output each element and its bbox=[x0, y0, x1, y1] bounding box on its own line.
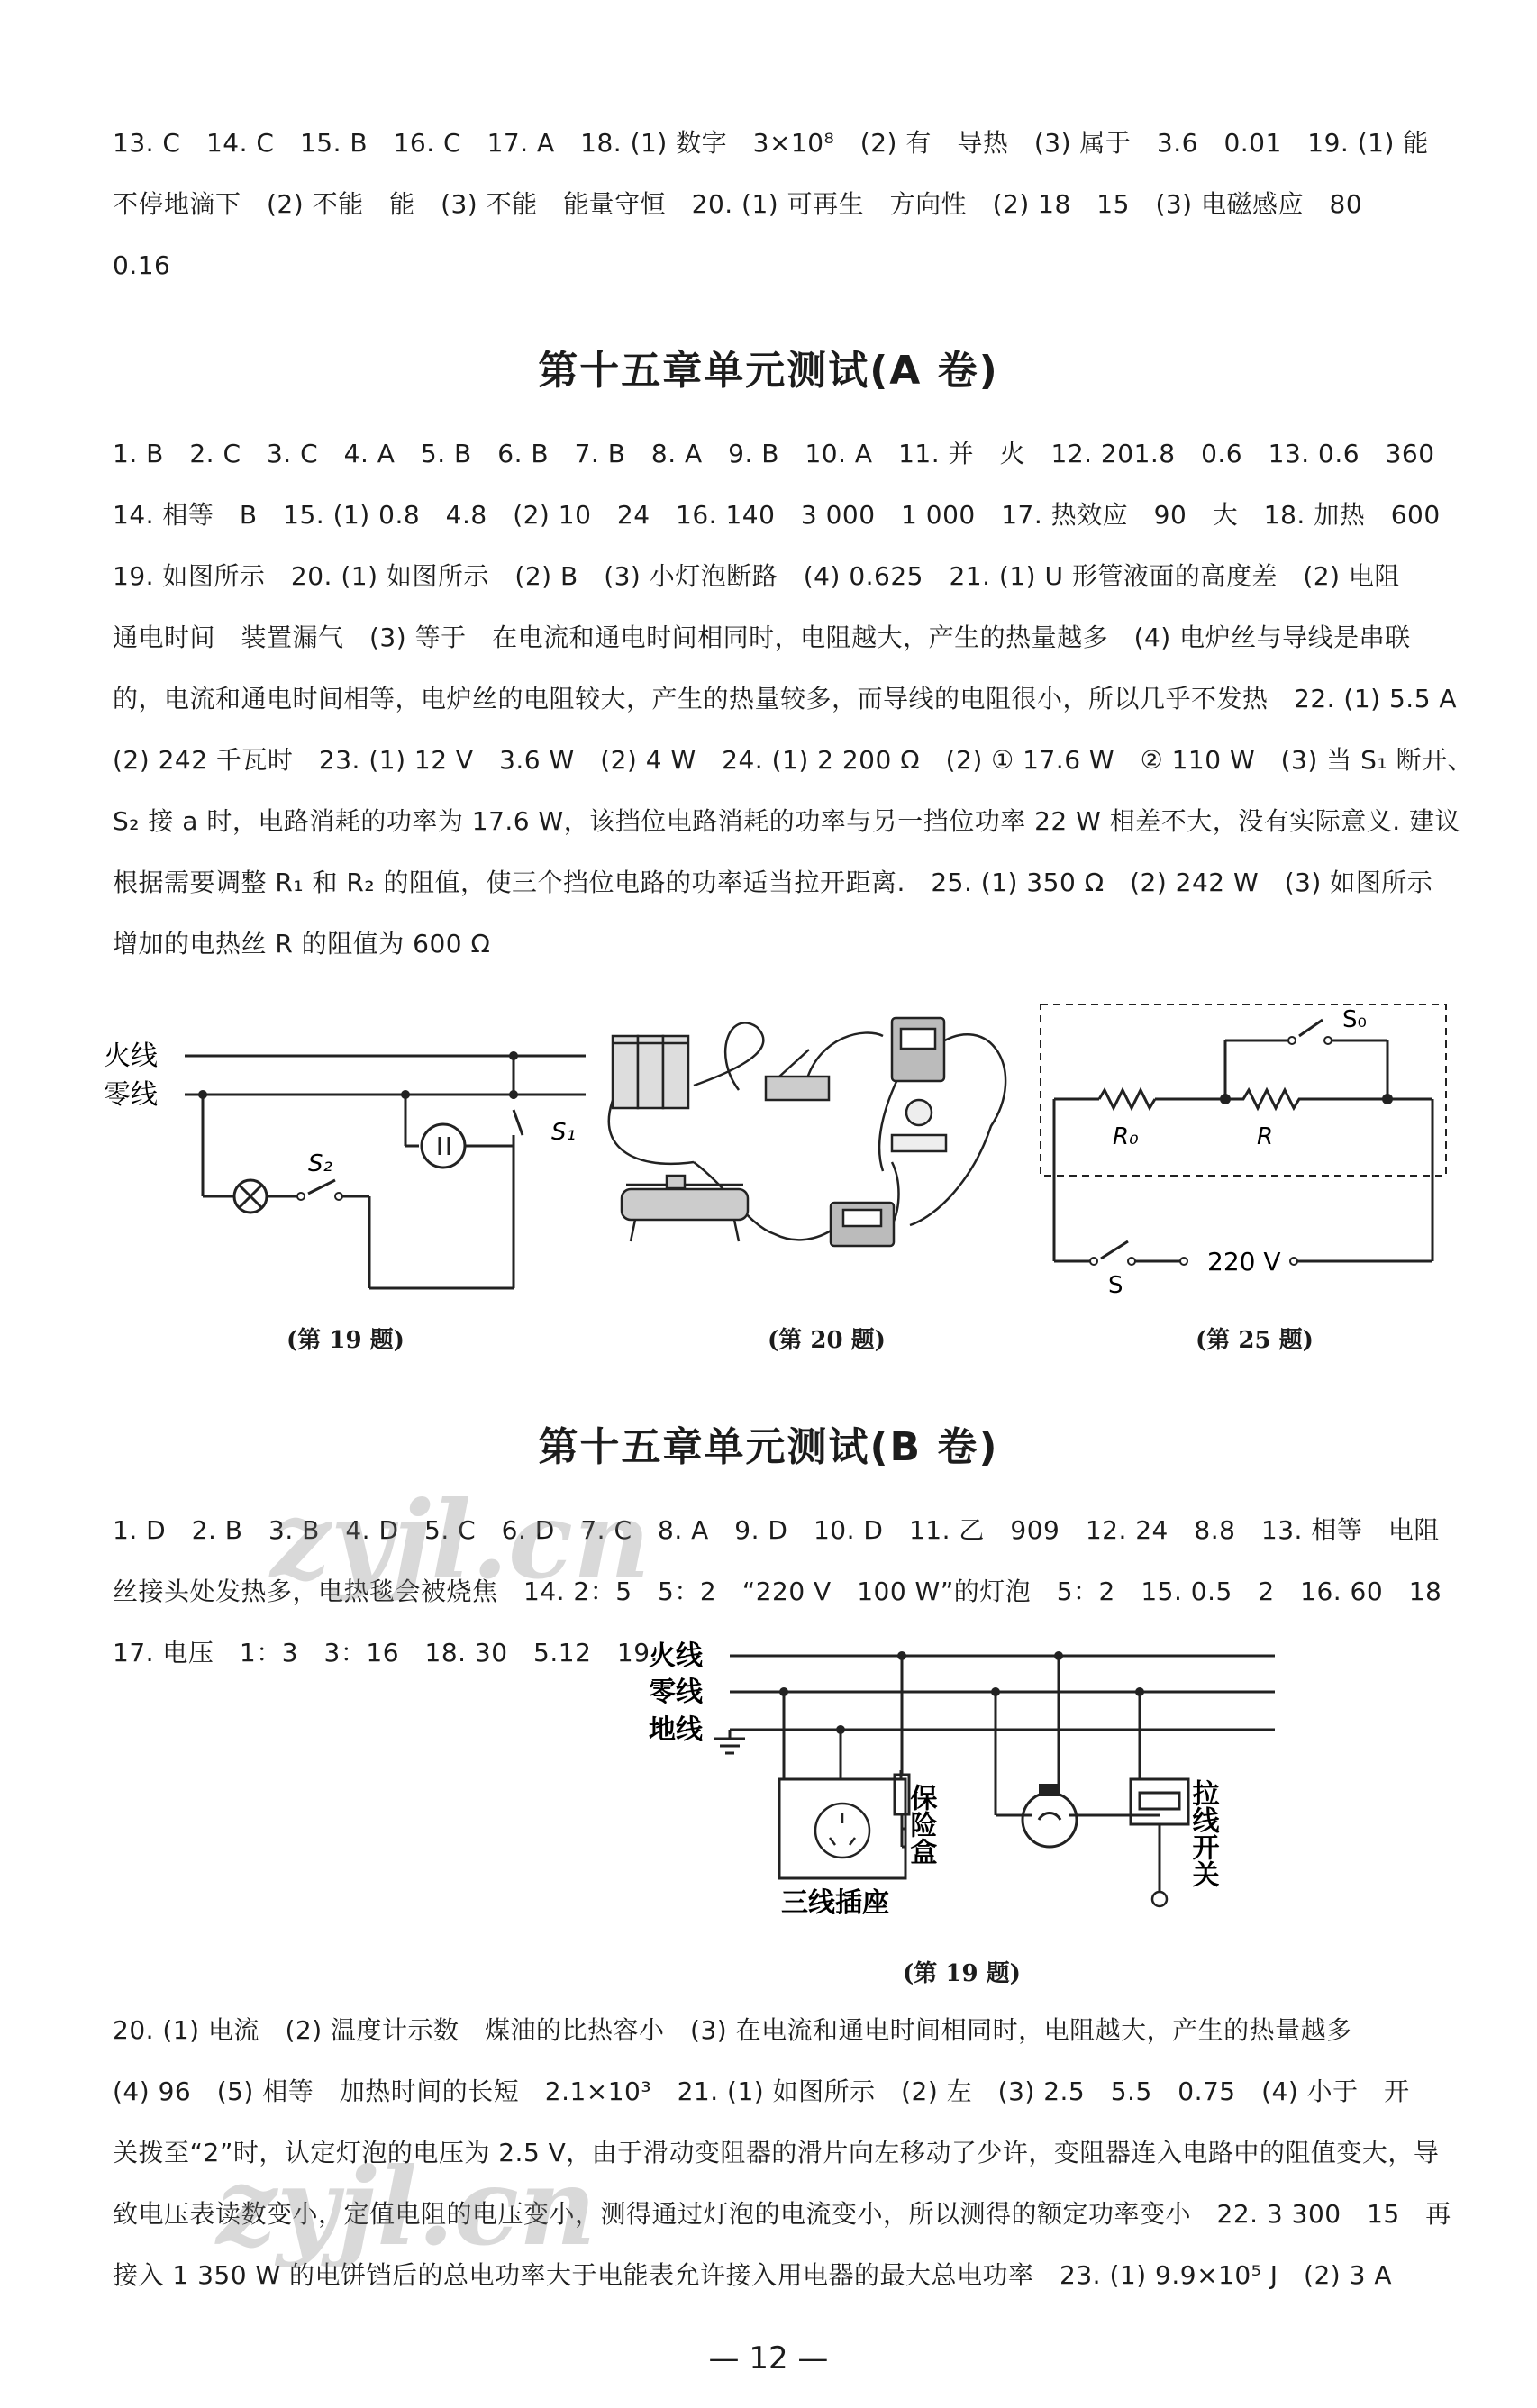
figure-25-caption: (第 25 题) bbox=[1196, 1327, 1314, 1354]
voltage-label: 220 V bbox=[1207, 1247, 1281, 1277]
text-line: 丝接头处发热多，电热毯会被烧焦 14. 2：5 5：2 “220 V 100 W”的灯泡 5：2 15. 0.5 2 16. 60 18 bbox=[113, 1577, 1442, 1606]
bulb-icon bbox=[892, 1100, 946, 1151]
ammeter-icon bbox=[892, 1018, 944, 1081]
text-line: 关拨至“2”时，认定灯泡的电压为 2.5 V，由于滑动变阻器的滑片向左移动了少许，变阻器连入电路中的阻值变大，导 bbox=[113, 2138, 1440, 2167]
text-line: 的，电流和通电时间相等，电炉丝的电阻较大，产生的热量较多，而导线的电阻很小，所以几乎不发热 22. (1) 5.5 A bbox=[113, 684, 1458, 713]
text-line: S₂ 接 a 时，电路消耗的功率为 17.6 W，该挡位电路消耗的功率与另一挡位功率 22 W 相差不大，没有实际意义. 建议 bbox=[113, 806, 1461, 836]
text-line: 20. (1) 电流 (2) 温度计示数 煤油的比热容小 (3) 在电流和通电时间相同时，电阻越大，产生的热量越多 bbox=[113, 2015, 1352, 2045]
r0-label: R₀ bbox=[1113, 1123, 1139, 1150]
text-line: (2) 242 千瓦时 23. (1) 12 V 3.6 W (2) 4 W 24. (1) 2 200 Ω (2) ① 17.6 W ② 110 W (3) 当 S₁ 断开、 bbox=[113, 745, 1473, 775]
fire-line-label: 火线 bbox=[649, 1640, 703, 1672]
figure-19a-circuit bbox=[99, 1027, 604, 1297]
zero-line-label: 零线 bbox=[104, 1079, 158, 1111]
text-line: 13. C 14. C 15. B 16. C 17. A 18. (1) 数字 3×10⁸ (2) 有 导热 (3) 属于 3.6 0.01 19. (1) 能 bbox=[113, 128, 1429, 158]
s0-label: S₀ bbox=[1342, 1006, 1367, 1033]
s2-label: S₂ bbox=[308, 1150, 332, 1177]
text-line: 19. 如图所示 20. (1) 如图所示 (2) B (3) 小灯泡断路 (4) 0.625 21. (1) U 形管液面的高度差 (2) 电阻 bbox=[113, 561, 1400, 591]
text-line: 0.16 bbox=[113, 250, 171, 280]
socket-label: 三线插座 bbox=[781, 1887, 889, 1919]
fire-line-label: 火线 bbox=[104, 1040, 158, 1072]
figure-20-caption: (第 20 题) bbox=[768, 1327, 886, 1354]
section-title-a: 第十五章单元测试(A 卷) bbox=[538, 348, 999, 394]
text-line: 1. B 2. C 3. C 4. A 5. B 6. B 7. B 8. A 9. B 10. A 11. 并 火 12. 201.8 0.6 13. 0.6 360 bbox=[113, 439, 1435, 468]
figure-19a-caption: (第 19 题) bbox=[286, 1327, 405, 1354]
figure-20-apparatus bbox=[595, 1000, 1027, 1270]
battery-pack-icon bbox=[613, 1036, 688, 1108]
text-line: 17. 电压 1：3 3：16 18. 30 5.12 19. bbox=[113, 1638, 659, 1667]
section-title-b: 第十五章单元测试(B 卷) bbox=[538, 1424, 999, 1470]
text-line: 接入 1 350 W 的电饼铛后的总电功率大于电能表允许接入用电器的最大总电功率 23. (1) 9.9×10⁵ J (2) 3 A bbox=[113, 2260, 1392, 2290]
voltmeter-icon bbox=[831, 1203, 894, 1246]
ground-line-label: 地线 bbox=[649, 1714, 703, 1746]
figure-19b-caption: (第 19 题) bbox=[903, 1960, 1021, 1987]
text-line: 14. 相等 B 15. (1) 0.8 4.8 (2) 10 24 16. 140 3 000 1 000 17. 热效应 90 大 18. 加热 600 bbox=[113, 500, 1441, 530]
answers-block-a bbox=[113, 113, 1446, 296]
r-label: R bbox=[1257, 1123, 1274, 1150]
fuse-label: 保险盒 bbox=[905, 1784, 937, 1865]
text-line: 根据需要调整 R₁ 和 R₂ 的阻值，使三个挡位电路的功率适当拉开距离. 25. (1) 350 Ω (2) 242 W (3) 如图所示 bbox=[113, 868, 1433, 897]
figure-25-circuit bbox=[1036, 1000, 1460, 1306]
zero-line-label: 零线 bbox=[649, 1677, 703, 1708]
s-label: S bbox=[1108, 1272, 1123, 1299]
page-number: — 12 — bbox=[708, 2340, 829, 2376]
pull-switch-label: 拉线开关 bbox=[1187, 1779, 1219, 1887]
text-line: (4) 96 (5) 相等 加热时间的长短 2.1×10³ 21. (1) 如图所示 (2) 左 (3) 2.5 5.5 0.75 (4) 小于 开 bbox=[113, 2076, 1410, 2106]
three-pin-socket-icon bbox=[815, 1804, 869, 1858]
text-line: 1. D 2. B 3. B 4. D 5. C 6. D 7. C 8. A 9. D 10. D 11. 乙 909 12. 24 8.8 13. 相等 电阻 bbox=[113, 1515, 1440, 1545]
s1-label: S₁ bbox=[551, 1119, 576, 1146]
figure-19b-wiring bbox=[644, 1631, 1293, 1919]
watermark: zyjl.cn bbox=[216, 2144, 596, 2269]
text-line: 通电时间 装置漏气 (3) 等于 在电流和通电时间相同时，电阻越大，产生的热量越多 (4) 电炉丝与导线是串联 bbox=[113, 622, 1411, 652]
text-line: 增加的电热丝 R 的阻值为 600 Ω bbox=[113, 929, 491, 959]
watermark: zyjl.cn bbox=[270, 1477, 650, 1603]
rheostat-icon bbox=[622, 1176, 748, 1241]
answers-block-b bbox=[113, 423, 1473, 975]
text-line: 不停地滴下 (2) 不能 能 (3) 不能 能量守恒 20. (1) 可再生 方向性 (2) 18 15 (3) 电磁感应 80 bbox=[113, 189, 1363, 219]
text-line: 致电压表读数变小，定值电阻的电压变小，测得通过灯泡的电流变小，所以测得的额定功率变小 22. 3 300 15 再 bbox=[113, 2199, 1451, 2229]
